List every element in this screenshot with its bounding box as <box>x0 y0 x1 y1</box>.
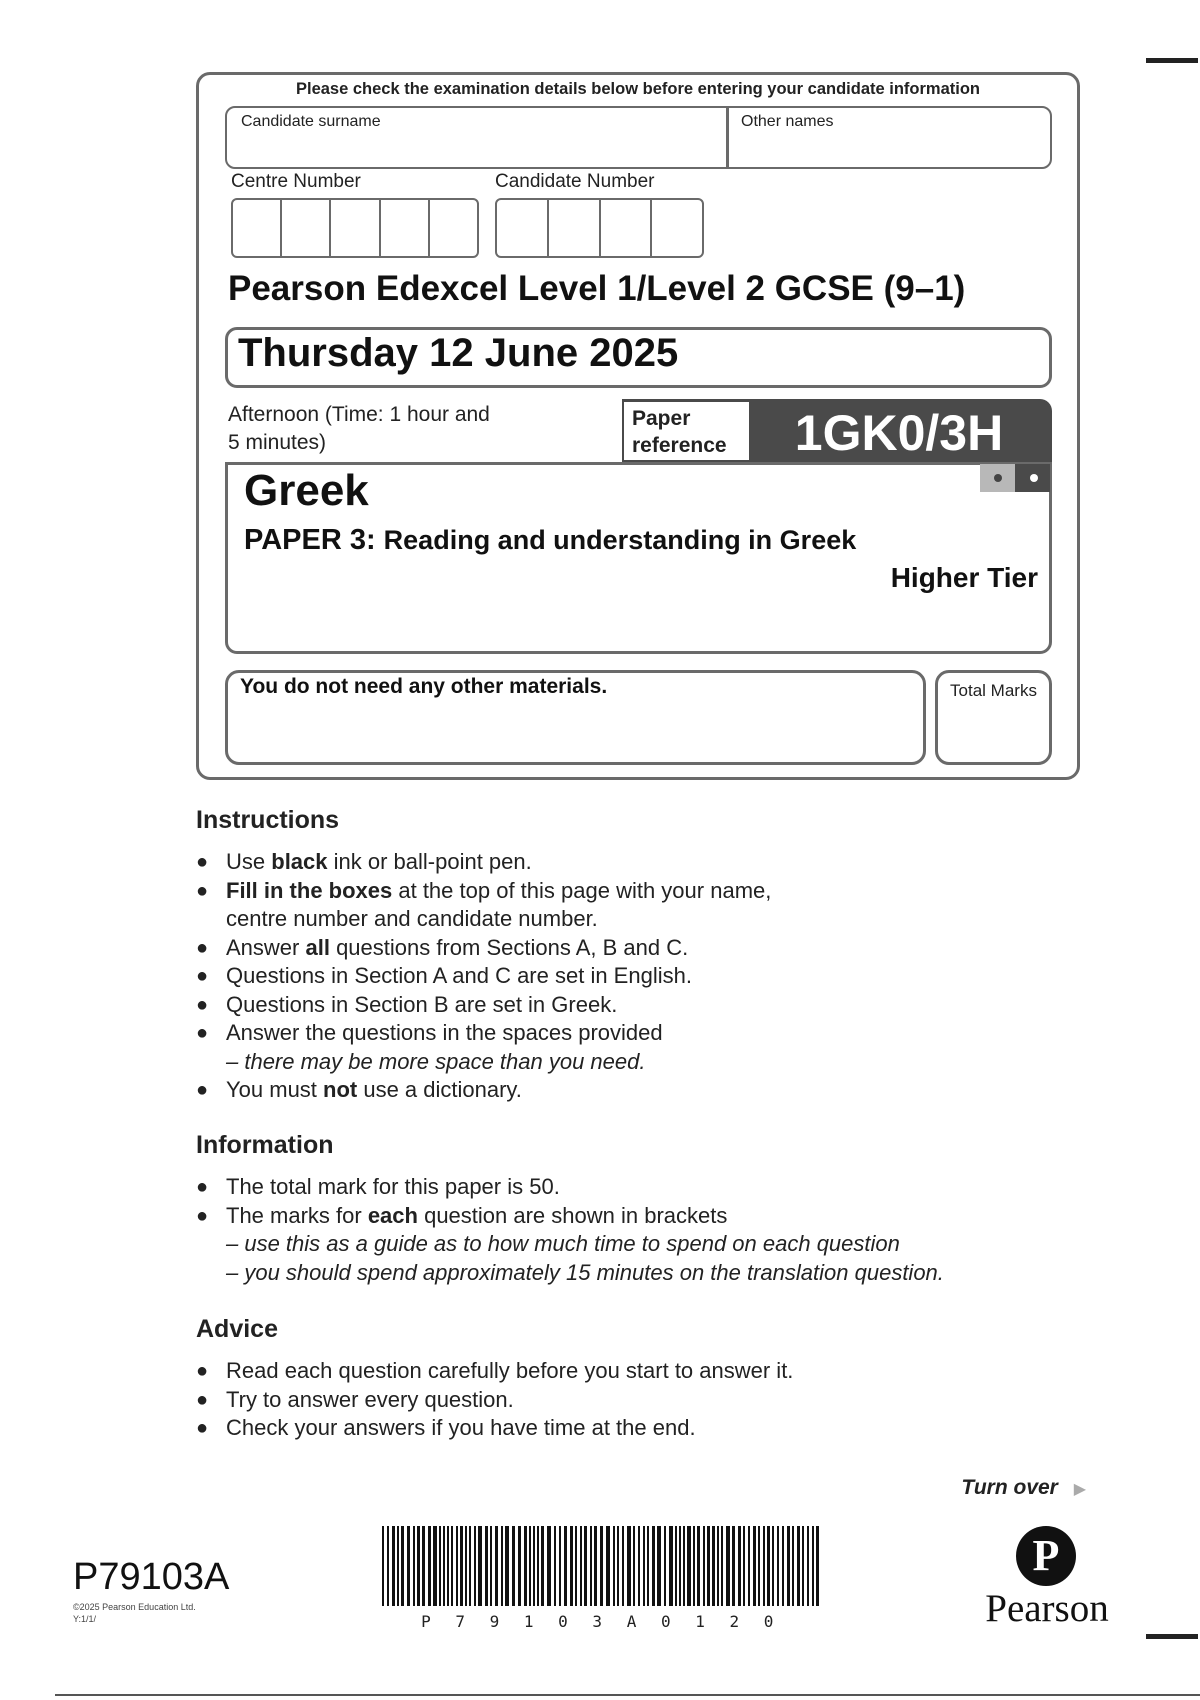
barcode-bar <box>792 1526 794 1606</box>
exam-time <box>228 401 490 457</box>
barcode-bar <box>417 1526 420 1606</box>
centre-digit-box[interactable] <box>331 200 380 256</box>
barcode-bar <box>439 1526 441 1606</box>
instruction-item: ● Use black ink or ball-point pen. <box>196 848 771 877</box>
centre-number-boxes[interactable] <box>231 198 479 258</box>
information-heading: Information <box>196 1131 334 1159</box>
barcode-bar <box>407 1526 410 1606</box>
barcode-bar <box>638 1526 640 1606</box>
paper-code: P79103A <box>73 1556 230 1598</box>
turn-over-text: Turn over <box>961 1476 1058 1499</box>
barcode-bar <box>797 1526 800 1606</box>
barcode <box>382 1526 820 1606</box>
paper-reference-code: 1GK0/3H <box>794 405 1004 461</box>
candidate-digit-box[interactable] <box>601 200 653 256</box>
barcode-bar <box>397 1526 399 1606</box>
barcode-bar <box>575 1526 577 1606</box>
barcode-bar <box>541 1526 544 1606</box>
barcode-bar <box>787 1526 790 1606</box>
exam-time-line2: 5 minutes) <box>228 431 327 454</box>
total-marks-label: Total Marks <box>950 681 1037 700</box>
barcode-bars <box>382 1526 820 1606</box>
barcode-bar <box>469 1526 471 1606</box>
exam-board-title: Pearson Edexcel Level 1/Level 2 GCSE (9–1) <box>228 269 966 308</box>
instruction-item: ● Answer the questions in the spaces provided – there may be more space than you need. <box>196 1019 771 1076</box>
barcode-bar <box>456 1526 458 1606</box>
barcode-bar <box>679 1526 681 1606</box>
barcode-bar <box>529 1526 531 1606</box>
barcode-bar <box>777 1526 779 1606</box>
paper-reference-label2: reference <box>632 434 727 457</box>
barcode-bar <box>772 1526 774 1606</box>
barcode-bar <box>782 1526 784 1606</box>
barcode-bar <box>657 1526 661 1606</box>
instructions-list <box>196 848 771 1105</box>
barcode-bar <box>753 1526 756 1606</box>
barcode-bar <box>478 1526 482 1606</box>
barcode-bar <box>643 1526 645 1606</box>
barcode-bar <box>743 1526 745 1606</box>
barcode-bar <box>707 1526 710 1606</box>
barcode-bar <box>703 1526 705 1606</box>
barcode-bar <box>802 1526 804 1606</box>
pearson-logo-letter: P <box>1032 1531 1060 1580</box>
barcode-bar <box>763 1526 765 1606</box>
barcode-bar <box>647 1526 649 1606</box>
barcode-bar <box>697 1526 700 1606</box>
barcode-bar <box>758 1526 760 1606</box>
barcode-bar <box>433 1526 437 1606</box>
candidate-number-label: Candidate Number <box>495 171 655 192</box>
other-names-label: Other names <box>741 113 834 130</box>
copyright: ©2025 Pearson Education Ltd. <box>73 1602 196 1612</box>
exam-date: Thursday 12 June 2025 <box>238 331 679 375</box>
centre-digit-box[interactable] <box>381 200 430 256</box>
barcode-bar <box>447 1526 449 1606</box>
barcode-bar <box>712 1526 715 1606</box>
barcode-bar <box>748 1526 750 1606</box>
print-code: Y:1/1/ <box>73 1614 97 1624</box>
barcode-bar <box>537 1526 539 1606</box>
barcode-bar <box>460 1526 463 1606</box>
printer-marks <box>980 464 1050 492</box>
barcode-bar <box>564 1526 567 1606</box>
barcode-bar <box>594 1526 597 1606</box>
centre-digit-box[interactable] <box>282 200 331 256</box>
centre-digit-box[interactable] <box>233 200 282 256</box>
barcode-bar <box>387 1526 389 1606</box>
candidate-digit-box[interactable] <box>652 200 702 256</box>
candidate-number-boxes[interactable] <box>495 198 704 258</box>
surname-label: Candidate surname <box>241 113 381 130</box>
barcode-bar <box>451 1526 453 1606</box>
barcode-bar <box>617 1526 619 1606</box>
candidate-digit-box[interactable] <box>497 200 549 256</box>
barcode-bar <box>495 1526 498 1606</box>
barcode-bar <box>816 1526 819 1606</box>
barcode-bar <box>422 1526 425 1606</box>
tier: Higher Tier <box>890 562 1038 593</box>
candidate-digit-box[interactable] <box>549 200 601 256</box>
exam-time-line1: Afternoon (Time: 1 hour and <box>228 403 490 426</box>
barcode-bar <box>606 1526 610 1606</box>
information-item: ● The marks for each question are shown in brackets – use this as a guide as to how much time to spend on each question – you should spend approximately 15 minutes on the translation question. <box>196 1202 944 1288</box>
barcode-bar <box>559 1526 561 1606</box>
barcode-bar <box>812 1526 814 1606</box>
subject-title: Greek <box>244 466 369 515</box>
surname-field[interactable] <box>228 134 723 166</box>
barcode-bar <box>443 1526 445 1606</box>
instruction-item: ● Questions in Section A and C are set in English. <box>196 962 771 991</box>
barcode-bar <box>590 1526 592 1606</box>
crop-mark-top-right <box>1146 58 1198 63</box>
barcode-bar <box>687 1526 691 1606</box>
barcode-bar <box>622 1526 624 1606</box>
printer-dot-2 <box>1030 474 1038 482</box>
barcode-bar <box>627 1526 631 1606</box>
barcode-bar <box>533 1526 535 1606</box>
barcode-bar <box>382 1526 384 1606</box>
barcode-bar <box>652 1526 655 1606</box>
barcode-bar <box>512 1526 515 1606</box>
barcode-bar <box>584 1526 587 1606</box>
name-divider <box>726 106 729 169</box>
instruction-item: ● Fill in the boxes at the top of this page with your name, centre number and candidate number. <box>196 877 771 934</box>
paper-reference-label1: Paper <box>632 407 691 430</box>
centre-number-label: Centre Number <box>231 171 361 192</box>
instruction-item: ● Questions in Section B are set in Greek. <box>196 991 771 1020</box>
barcode-bar <box>474 1526 476 1606</box>
barcode-bar <box>732 1526 735 1606</box>
paper-reference-label-box <box>624 402 749 460</box>
information-item: ● The total mark for this paper is 50. <box>196 1173 944 1202</box>
barcode-bar <box>721 1526 723 1606</box>
advice-item: ● Try to answer every question. <box>196 1386 793 1415</box>
barcode-bar <box>807 1526 809 1606</box>
instruction-item: ● Answer all questions from Sections A, B and C. <box>196 934 771 963</box>
crop-mark-bottom-right <box>1146 1634 1198 1639</box>
pearson-logo-mark <box>1016 1526 1076 1586</box>
barcode-bar <box>717 1526 719 1606</box>
barcode-bar <box>465 1526 467 1606</box>
barcode-bar <box>600 1526 603 1606</box>
turn-over <box>930 1476 1086 1500</box>
paper-title <box>244 524 856 557</box>
barcode-bar <box>613 1526 615 1606</box>
barcode-bar <box>524 1526 527 1606</box>
barcode-text: P 7 9 1 0 3 A 0 1 2 0 <box>421 1612 781 1631</box>
barcode-bar <box>485 1526 488 1606</box>
barcode-bar <box>401 1526 404 1606</box>
instructions-heading: Instructions <box>196 806 340 834</box>
barcode-bar <box>693 1526 695 1606</box>
advice-item: ● Read each question carefully before you start to answer it. <box>196 1357 793 1386</box>
pearson-logo <box>974 1526 1120 1636</box>
barcode-bar <box>633 1526 635 1606</box>
barcode-bar <box>669 1526 673 1606</box>
barcode-bar <box>392 1526 395 1606</box>
printer-dot-1 <box>994 474 1002 482</box>
centre-digit-box[interactable] <box>430 200 477 256</box>
barcode-bar <box>726 1526 730 1606</box>
pearson-logo-text: Pearson <box>985 1587 1109 1630</box>
barcode-bar <box>767 1526 770 1606</box>
barcode-bar <box>580 1526 582 1606</box>
barcode-bar <box>505 1526 509 1606</box>
paper-prefix: PAPER 3: <box>244 524 376 556</box>
barcode-bar <box>413 1526 415 1606</box>
advice-item: ● Check your answers if you have time at the end. <box>196 1414 793 1443</box>
barcode-bar <box>428 1526 431 1606</box>
instruction-item: ● You must not use a dictionary. <box>196 1076 771 1105</box>
barcode-bar <box>738 1526 741 1606</box>
advice-heading: Advice <box>196 1315 278 1343</box>
check-notice: Please check the examination details below before entering your candidate information <box>295 80 980 98</box>
barcode-bar <box>554 1526 556 1606</box>
information-list <box>196 1173 944 1287</box>
barcode-bar <box>490 1526 492 1606</box>
paper-title-text: Reading and understanding in Greek <box>383 525 857 555</box>
barcode-bar <box>501 1526 503 1606</box>
barcode-bar <box>664 1526 666 1606</box>
crop-mark-bottom-left <box>55 1694 1200 1696</box>
barcode-bar <box>547 1526 551 1606</box>
barcode-bar <box>683 1526 685 1606</box>
barcode-bar <box>570 1526 573 1606</box>
advice-list <box>196 1357 793 1443</box>
turn-over-arrow-icon: ▶ <box>1073 1481 1086 1498</box>
barcode-bar <box>518 1526 521 1606</box>
materials-text: You do not need any other materials. <box>240 675 608 698</box>
barcode-bar <box>675 1526 677 1606</box>
other-names-field[interactable] <box>731 134 1049 166</box>
